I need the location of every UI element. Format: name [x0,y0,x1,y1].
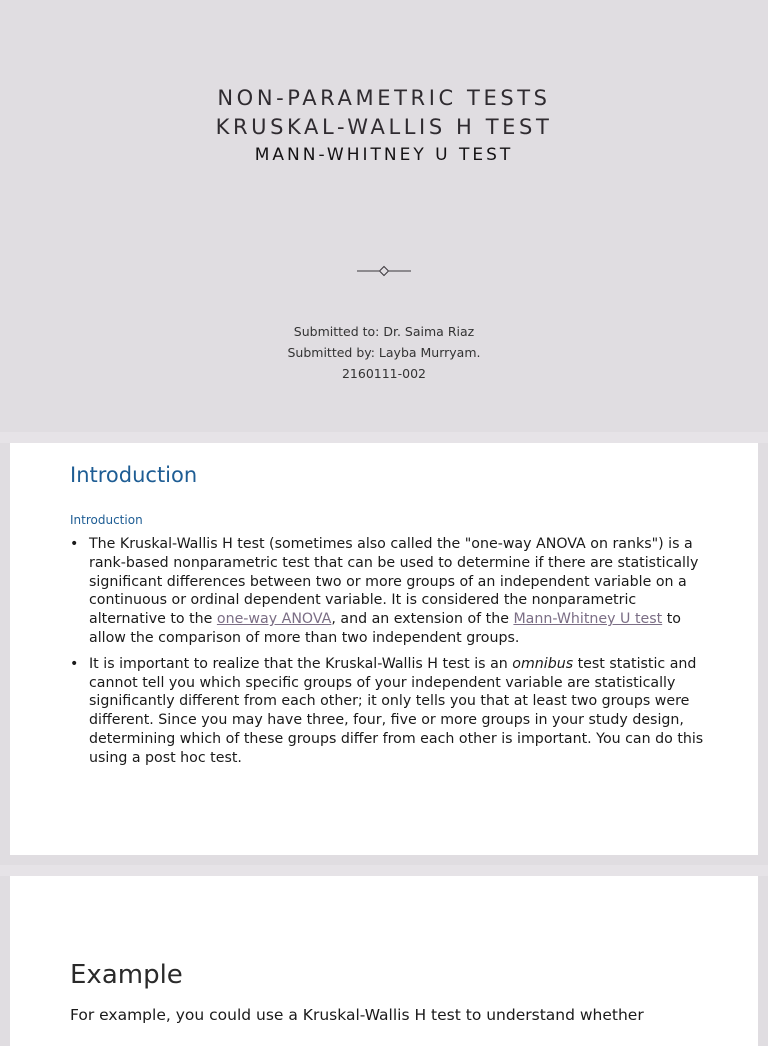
title-line-1: NON-PARAMETRIC TESTS [217,86,551,110]
one-way-anova-link[interactable]: one-way ANOVA [216,611,332,628]
bullet-list [70,535,710,775]
introduction-label: Introduction [70,513,143,527]
example-slide [10,876,758,1046]
bullet-icon: • [70,536,79,552]
list-item: • It is important to realize that the Kruskal-Wallis H test is an omnibus test statistic and cannot tell you which specific groups of your independent variable are statistically significantly different from each other; it only tells you that at least two groups were different. Since you may have three, four, five or more groups in your study design, determining which of these groups differ from each other is important. You can do this using a post hoc test. [70,655,704,766]
title-line-2: KRUSKAL-WALLIS H TEST [215,115,553,139]
example-heading: Example [70,960,183,990]
mann-whitney-link[interactable]: Mann-Whitney U test [513,611,663,628]
title-line-3: MANN-WHITNEY U TEST [254,145,514,165]
submitted-to: Submitted to: Dr. Saima Riaz [293,324,475,339]
list-item: • The Kruskal-Wallis H test (sometimes also called the "one-way ANOVA on ranks") is a rank-based nonparametric test that can be used to determine if there are statistically significant differences between two or more groups of an independent variable on a continuous or ordinal dependent variable. It is considered the nonparametric alternative to the one-way ANOVA, and an extension of the Mann-Whitney U test to allow the comparison of more than two independent groups. [70,536,699,646]
title-slide [10,10,758,422]
example-text: For example, you could use a Kruskal-Wallis H test to understand whether [70,1006,644,1024]
bullet-icon: • [70,655,79,672]
submitted-by: Submitted by: Layba Murryam. [287,345,481,360]
diamond-divider-icon [357,265,411,277]
slide-gap [0,865,768,876]
omnibus-emphasis: omnibus [512,655,574,672]
introduction-heading: Introduction [70,463,198,487]
slide-gap [0,432,768,443]
introduction-slide [10,443,758,855]
roll-number: 2160111-002 [341,366,427,381]
